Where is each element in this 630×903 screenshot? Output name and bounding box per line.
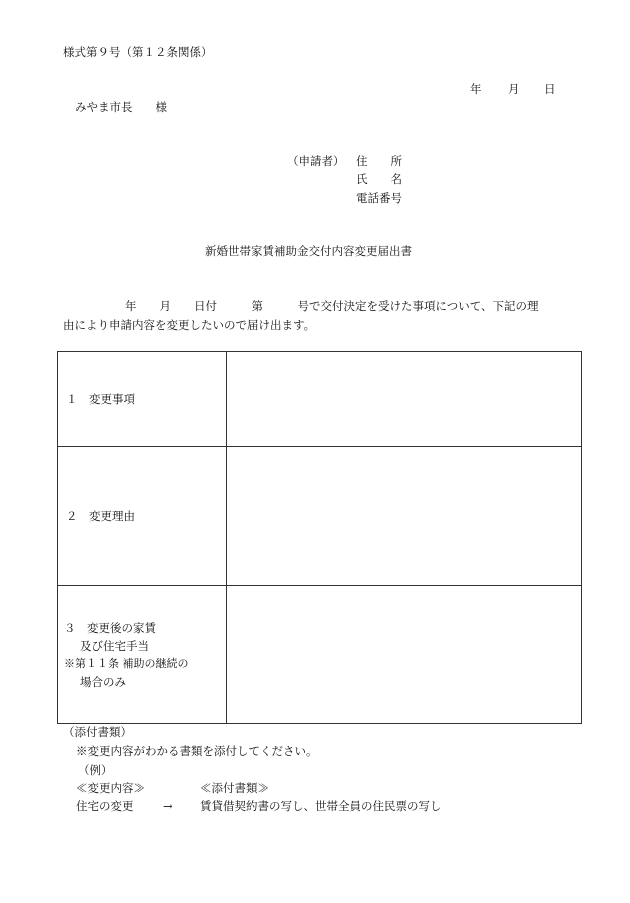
table-row xyxy=(58,447,582,586)
date-month-label: 月 xyxy=(508,82,520,96)
example-change: 住宅の変更 xyxy=(76,799,134,813)
table-row xyxy=(58,352,582,447)
row-label-change-item xyxy=(58,352,227,447)
addressee: みやま市長 様 xyxy=(75,100,167,114)
change-reason-field[interactable] xyxy=(227,447,582,586)
example-label: （例） xyxy=(78,763,113,777)
row-label-line: １ 変更事項 xyxy=(66,392,135,406)
attachments-note: ※変更内容がわかる書類を添付してください。 xyxy=(76,744,318,758)
applicant-label: （申請者） xyxy=(287,154,345,168)
date-day-label: 日 xyxy=(544,82,556,96)
row-label-new-rent xyxy=(58,586,227,724)
arrow-icon: → xyxy=(163,799,173,813)
change-details-table xyxy=(57,351,582,724)
table-row xyxy=(58,586,582,724)
form-number: 様式第９号（第１２条関係） xyxy=(63,45,213,59)
applicant-name-label: 氏 名 xyxy=(356,172,402,186)
row-label-change-reason xyxy=(58,447,227,586)
attachments-heading: （添付書類） xyxy=(63,725,132,739)
row-label-line: ３ 変更後の家賃 xyxy=(64,620,156,635)
applicant-phone-label: 電話番号 xyxy=(356,191,402,205)
new-rent-field[interactable] xyxy=(227,586,582,724)
column-attach-header: ≪添付書類≫ xyxy=(200,781,269,795)
body-text-line2: 由により申請内容を変更したいので届け出ます。 xyxy=(63,318,316,332)
row-label-line: 及び住宅手当 xyxy=(80,638,149,653)
row-label-line: ２ 変更理由 xyxy=(66,509,135,523)
document-title: 新婚世帯家賃補助金交付内容変更届出書 xyxy=(205,244,412,258)
change-item-field[interactable] xyxy=(227,352,582,447)
body-text-line1: 年 月 日付 第 号で交付決定を受けた事項について、下記の理 xyxy=(125,299,539,313)
row-label-line: 場合のみ xyxy=(80,674,126,689)
date-year-label: 年 xyxy=(470,82,482,96)
row-label-line: ※第１１条 補助の継続の xyxy=(64,656,189,670)
applicant-address-label: 住 所 xyxy=(356,154,402,168)
example-attach: 賃貸借契約書の写し、世帯全員の住民票の写し xyxy=(200,799,442,813)
column-change-header: ≪変更内容≫ xyxy=(76,781,145,795)
